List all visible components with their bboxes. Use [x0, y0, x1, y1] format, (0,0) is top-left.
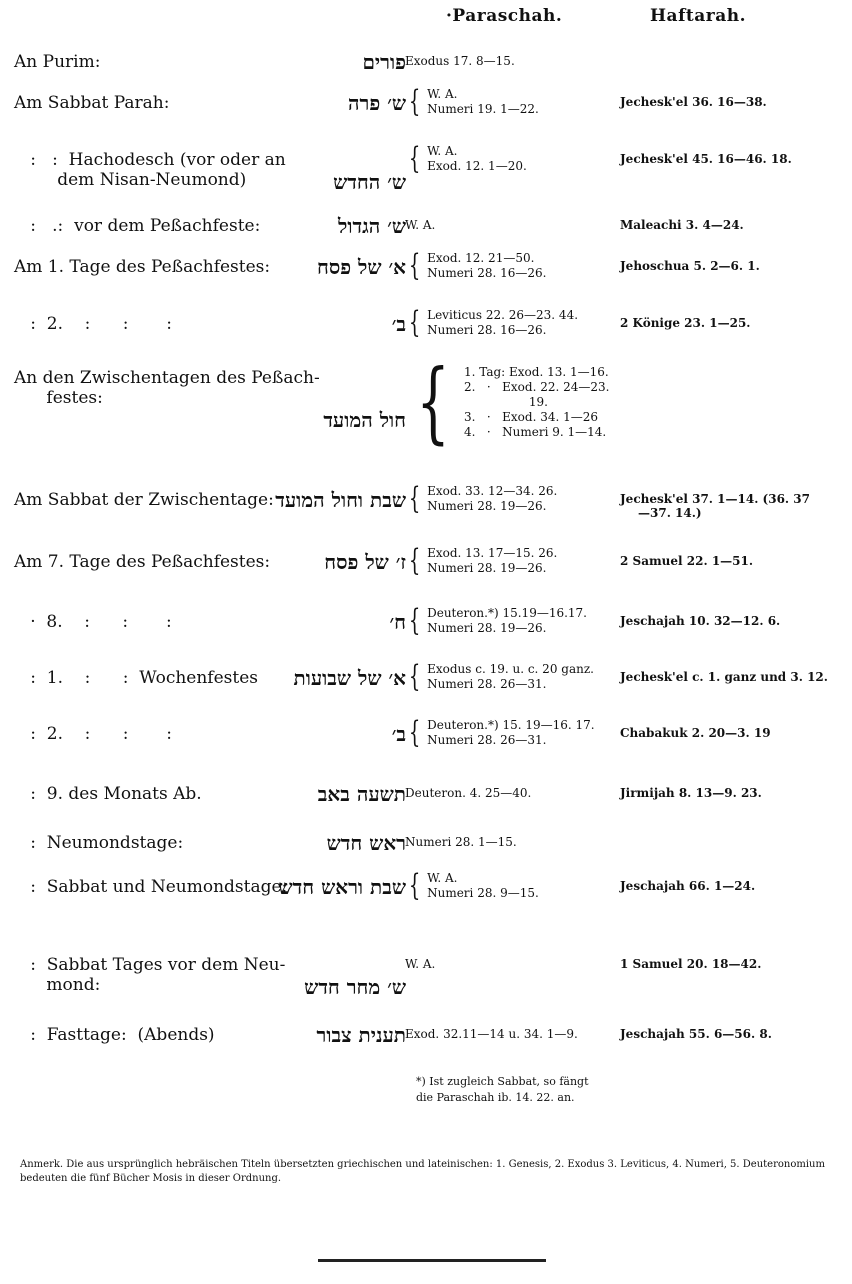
parascha-cell	[405, 248, 547, 283]
brace-mark: {	[408, 84, 421, 119]
parascha-cell	[405, 350, 610, 453]
haftarah-line: 2 Samuel 22. 1—51.	[620, 554, 754, 568]
feast-label-line: Am Sabbat Parah:	[14, 93, 170, 113]
hebrew-name: ש׳ הגדול	[338, 214, 406, 238]
parascha-line: 1. Tag: Exod. 13. 1—16.	[464, 364, 609, 379]
feast-label-line: Am 1. Tage des Peßachfestes:	[14, 257, 271, 277]
haftarah-cell	[620, 152, 792, 166]
parascha-line: Exod. 13. 17—15. 26.	[427, 546, 558, 560]
parascha-lines	[464, 365, 609, 440]
parascha-lines	[405, 786, 531, 801]
hebrew-name: א׳ של שבועות	[293, 666, 406, 690]
parascha-line: Leviticus 22. 26—23. 44.	[427, 308, 579, 322]
parascha-line: Exod. 12. 21—50.	[427, 251, 535, 265]
parascha-lines	[405, 835, 517, 850]
haftarah-line: Jechesk'el 37. 1—14. (36. 37	[620, 492, 810, 506]
footnote	[416, 1074, 589, 1106]
feast-label-line: : Neumondstage:	[14, 833, 184, 853]
feast-label	[14, 552, 270, 572]
header-parascha: ·Paraschah.	[446, 6, 563, 26]
parascha-line: 4. · Numeri 9. 1—14.	[464, 424, 607, 439]
parascha-line: Exod. 32.11—14 u. 34. 1—9.	[405, 1027, 578, 1041]
parascha-lines	[427, 308, 578, 338]
parascha-line: Exodus 17. 8—15.	[405, 54, 515, 68]
parascha-cell	[405, 141, 527, 176]
haftarah-cell	[620, 316, 750, 330]
haftarah-cell	[620, 554, 753, 568]
parascha-lines	[427, 662, 594, 692]
haftarah-cell	[620, 879, 755, 893]
parascha-lines	[405, 1027, 578, 1042]
parascha-line: W. A.	[427, 87, 458, 101]
parascha-cell	[405, 786, 531, 801]
parascha-cell	[405, 659, 594, 694]
brace-mark: {	[408, 141, 421, 176]
parascha-cell	[405, 603, 587, 638]
brace-mark: {	[408, 659, 421, 694]
haftarah-cell	[620, 670, 828, 684]
feast-label-line: mond:	[14, 975, 101, 995]
hebrew-name: שבת וראש חדש	[278, 875, 406, 899]
feast-label-line: : Sabbat Tages vor dem Neu-	[14, 955, 286, 975]
feast-label	[14, 314, 172, 334]
parascha-line: Exod. 33. 12—34. 26.	[427, 484, 558, 498]
haftarah-line: Jehoschua 5. 2—6. 1.	[620, 259, 760, 273]
parascha-cell	[405, 835, 517, 850]
feast-label-line: : .: vor dem Peßachfeste:	[14, 216, 261, 236]
parascha-line: Numeri 28. 26—31.	[427, 733, 547, 747]
feast-label	[14, 955, 285, 995]
header-haftarah: Haftarah.	[650, 6, 747, 26]
hebrew-name: חול המועד	[323, 408, 406, 432]
parascha-lines	[427, 484, 557, 514]
parascha-line: Deuteron.*) 15. 19—16. 17.	[427, 718, 595, 732]
feast-label	[14, 1025, 215, 1045]
feast-label	[14, 612, 172, 632]
parascha-line: W. A.	[405, 218, 436, 232]
hebrew-name: ש׳ החדש	[333, 170, 406, 194]
feast-label-line: An Purim:	[14, 52, 101, 72]
feast-label-line: : 2. : : :	[14, 314, 173, 334]
hebrew-name: א׳ של פסח	[317, 255, 406, 279]
feast-label-line: : 2. : : :	[14, 724, 173, 744]
parascha-line: Numeri 28. 26—31.	[427, 677, 547, 691]
feast-label	[14, 93, 169, 113]
feast-label-line: dem Nisan-Neumond)	[14, 170, 247, 190]
parascha-line: Numeri 28. 19—26.	[427, 561, 547, 575]
brace-mark: {	[408, 715, 421, 750]
haftarah-cell	[620, 614, 780, 628]
haftarah-line: Maleachi 3. 4—24.	[620, 218, 744, 232]
haftarah-line: Jechesk'el c. 1. ganz und 3. 12.	[620, 670, 828, 684]
haftarah-cell	[620, 95, 767, 109]
footnote-line: *) Ist zugleich Sabbat, so fängt	[416, 1075, 589, 1088]
hebrew-name: ח׳	[389, 610, 406, 634]
parascha-line: W. A.	[405, 957, 436, 971]
parascha-lines	[427, 251, 546, 281]
haftarah-line: Jeschajah 55. 6—56. 8.	[620, 1027, 772, 1041]
haftarah-line: Jeschajah 10. 32—12. 6.	[620, 614, 781, 628]
parascha-cell	[405, 54, 515, 69]
parascha-line: Exodus c. 19. u. c. 20 ganz.	[427, 662, 594, 676]
feast-label	[14, 724, 172, 744]
parascha-line: Numeri 28. 19—26.	[427, 621, 547, 635]
haftarah-line: 2 Könige 23. 1—25.	[620, 316, 751, 330]
hebrew-name: ב׳	[391, 722, 406, 746]
parascha-lines	[427, 606, 587, 636]
hebrew-name: ראש חדש	[326, 831, 406, 855]
brace-mark: {	[408, 305, 421, 340]
parascha-lines	[405, 957, 435, 972]
haftarah-line: —37. 14.)	[638, 506, 702, 520]
feast-label	[14, 368, 320, 408]
haftarah-line: Jechesk'el 36. 16—38.	[620, 95, 767, 109]
parascha-lines	[427, 546, 557, 576]
feast-label	[14, 257, 270, 277]
parascha-lines	[427, 144, 527, 174]
parascha-line: Exod. 12. 1—20.	[427, 159, 527, 173]
feast-label-line: Am 7. Tage des Peßachfestes:	[14, 552, 271, 572]
haftarah-line: Jeschajah 66. 1—24.	[620, 879, 756, 893]
hebrew-name: תענית צבור	[316, 1023, 406, 1047]
brace-mark: {	[416, 350, 450, 453]
parascha-lines	[427, 871, 539, 901]
parascha-line: Deuteron. 4. 25—40.	[405, 786, 532, 800]
feast-label-line: : 1. : : Wochenfestes	[14, 668, 258, 688]
feast-label	[14, 668, 258, 688]
parascha-line: Numeri 28. 16—26.	[427, 323, 547, 337]
hebrew-name: ז׳ של פסח	[324, 550, 406, 574]
parascha-line: Numeri 28. 16—26.	[427, 266, 547, 280]
parascha-line: Numeri 28. 9—15.	[427, 886, 539, 900]
hebrew-name: פורים	[362, 50, 406, 74]
parascha-line: Numeri 28. 19—26.	[427, 499, 547, 513]
parascha-cell	[405, 481, 558, 516]
feast-label-line: · 8. : : :	[14, 612, 172, 632]
parascha-lines	[405, 218, 435, 233]
parascha-line: 19.	[464, 394, 548, 409]
hebrew-name: ש׳ מחר חדש	[304, 975, 406, 999]
parascha-cell	[405, 305, 579, 340]
haftarah-line: Chabakuk 2. 20—3. 19	[620, 726, 771, 740]
feast-label-line: : : Hachodesch (vor oder an	[14, 150, 286, 170]
hebrew-name: ש׳ פרה	[348, 91, 406, 115]
feast-label-line: : Sabbat und Neumondstage:	[14, 877, 288, 897]
feast-label	[14, 150, 286, 190]
closing-rule	[318, 1259, 546, 1262]
parascha-line: Numeri 19. 1—22.	[427, 102, 539, 116]
parascha-line: W. A.	[427, 144, 458, 158]
hebrew-name: שבת וחול המועד	[275, 488, 406, 512]
parascha-cell	[405, 1027, 578, 1042]
feast-label-line: : 9. des Monats Ab.	[14, 784, 202, 804]
parascha-cell	[405, 715, 595, 750]
parascha-cell	[405, 543, 558, 578]
parascha-line: 3. · Exod. 34. 1—26	[464, 409, 599, 424]
parascha-line: W. A.	[427, 871, 458, 885]
haftarah-cell	[620, 1027, 772, 1041]
haftarah-cell	[620, 726, 771, 740]
parascha-lines	[427, 87, 539, 117]
haftarah-cell	[620, 786, 762, 800]
feast-label	[14, 877, 287, 897]
haftarah-cell	[620, 957, 761, 971]
brace-mark: {	[408, 868, 421, 903]
feast-label	[14, 784, 202, 804]
footnote-line: die Paraschah ib. 14. 22. an.	[416, 1091, 575, 1104]
annotation-note: Anmerk. Die aus ursprünglich hebräischen Titeln übersetzten griechischen und lateinischen: 1. Genesis, 2. Exodus 3. Leviticus, 4. Numeri, 5. Deuteronomium bedeuten die fünf Bücher Mosis in dieser Ordnung.	[20, 1159, 825, 1184]
parascha-line: 2. · Exod. 22. 24—23.	[464, 379, 610, 394]
parascha-line: Numeri 28. 1—15.	[405, 835, 517, 849]
feast-label-line: An den Zwischentagen des Peßach-	[14, 368, 320, 388]
hebrew-name: ב׳	[391, 312, 406, 336]
brace-mark: {	[408, 543, 421, 578]
feast-label-line: Am Sabbat der Zwischentage:	[14, 490, 274, 510]
haftarah-line: Jechesk'el 45. 16—46. 18.	[620, 152, 792, 166]
haftarah-cell	[620, 218, 744, 232]
hebrew-name: תשעה באב	[317, 782, 406, 806]
feast-label	[14, 52, 100, 72]
haftarah-line: 1 Samuel 20. 18—42.	[620, 957, 762, 971]
parascha-cell	[405, 84, 539, 119]
brace-mark: {	[408, 603, 421, 638]
feast-label-line: festes:	[14, 388, 103, 408]
haftarah-line: Jirmijah 8. 13—9. 23.	[620, 786, 762, 800]
parascha-cell	[405, 957, 435, 972]
parascha-lines	[405, 54, 515, 69]
parascha-cell	[405, 218, 435, 233]
feast-label	[14, 833, 183, 853]
haftarah-cell	[620, 259, 760, 273]
feast-label	[14, 490, 274, 510]
parascha-cell	[405, 868, 539, 903]
brace-mark: {	[408, 248, 421, 283]
parascha-lines	[427, 718, 595, 748]
haftarah-cell	[620, 492, 810, 520]
feast-label	[14, 216, 260, 236]
brace-mark: {	[408, 481, 421, 516]
parascha-line: Deuteron.*) 15.19—16.17.	[427, 606, 587, 620]
feast-label-line: : Fasttage: (Abends)	[14, 1025, 215, 1045]
